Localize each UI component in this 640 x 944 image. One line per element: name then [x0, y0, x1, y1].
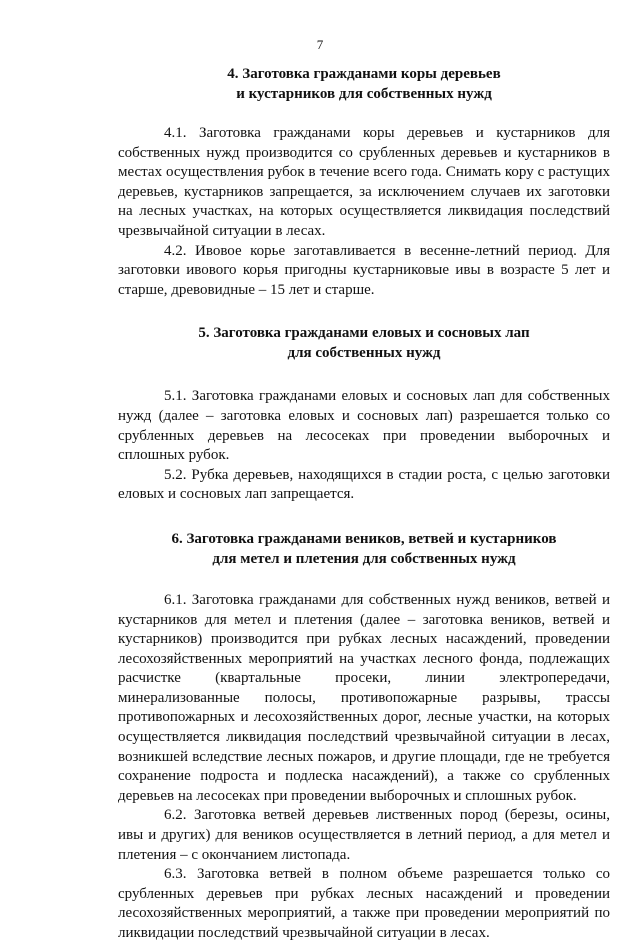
paragraph-6-2: 6.2. Заготовка ветвей деревьев лиственных пород (березы, осины, ивы и других) для веников осуществляется в летний период, а для метел и плетения – с окончанием листопада.	[118, 807, 610, 863]
paragraph-5-1: 5.1. Заготовка гражданами еловых и сосновых лап для собственных нужд (далее – заготовка еловых и сосновых лап) разрешается только со срубленных деревьев на лесосеках при проведении выборочных и сплошных рубок.	[118, 388, 610, 464]
section-6-heading-line-1: 6. Заготовка гражданами веников, ветвей и кустарников	[171, 530, 557, 547]
document-body	[118, 62, 610, 944]
paragraph-4-2: 4.2. Ивовое корье заготавливается в весенне-летний период. Для заготовки ивового корья пригодны кустарниковые ивы в возрасте 5 лет и старше, древовидные – 15 лет и старше.	[118, 242, 610, 298]
section-6-heading-line-2: для метел и плетения для собственных нужд	[212, 550, 516, 567]
section-5-body	[118, 387, 610, 505]
section-5-heading-line-2: для собственных нужд	[287, 345, 441, 362]
paragraph-6-1: 6.1. Заготовка гражданами для собственных нужд веников, ветвей и кустарников для метел и плетения (далее – заготовка веников, ветвей и кустарников) производится при рубках лесных насаждений, проведении лесохозяйственных мероприятий на участках лесного фонда, подлежащих расчистке (квартальные просеки, линии электропередачи, минерализованные полосы, противопожарные разрывы, трассы противопожарных и лесохозяйственных дорог, лесные участки, на которых осуществляется ликвидация последствий чрезвычайной ситуации в лесах, возникшей вследствие лесных пожаров, и другие площади, где не требуется сохранение подроста и подлеска насаждений), а также со срубленных деревьев на лесосеках при проведении выборочных и сплошных рубок.	[118, 591, 610, 804]
section-6-heading	[118, 529, 610, 569]
section-5-heading-line-1: 5. Заготовка гражданами еловых и сосновых лап	[198, 325, 530, 342]
section-4-heading-line-2: и кустарников для собственных нужд	[236, 86, 492, 102]
paragraph-6-3: 6.3. Заготовка ветвей в полном объеме разрешается только со срубленных деревьев при рубках лесных насаждений и проведении лесохозяйственных мероприятий, а также при проведении мероприятий по ликвидации последствий чрезвычайной ситуации в лесах.	[118, 866, 610, 941]
section-4-heading	[118, 64, 610, 104]
paragraph-4-1: 4.1. Заготовка гражданами коры деревьев и кустарников для собственных нужд производится со срубленных деревьев и кустарников в местах осуществления рубок в течение всего года. Снимать кору с растущих деревьев, кустарников запрещается, за исключением случаев их заготовки на лесных участках, на которых осуществляется ликвидация последствий чрезвычайной ситуации в лесах.	[118, 125, 610, 239]
paragraph-5-2: 5.2. Рубка деревьев, находящихся в стадии роста, с целью заготовки еловых и сосновых лап запрещается.	[118, 466, 610, 503]
section-6-body	[118, 591, 610, 944]
section-4-body	[118, 124, 610, 300]
section-5-heading	[118, 323, 610, 363]
page-number: 7	[316, 37, 324, 52]
section-4-heading-line-1: 4. Заготовка гражданами коры деревьев	[227, 66, 501, 82]
